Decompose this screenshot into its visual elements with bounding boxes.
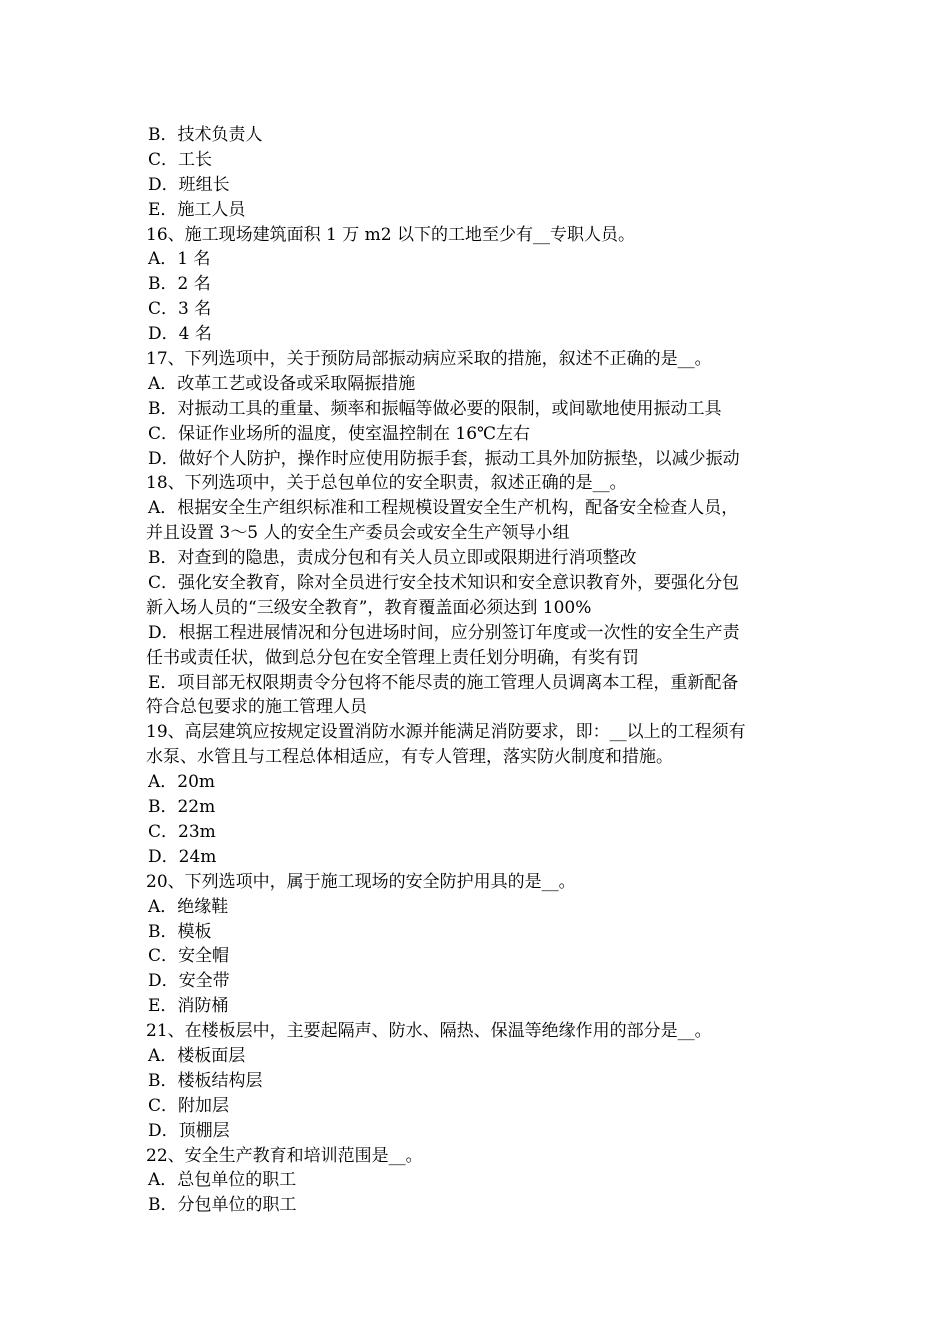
question-text: 22、安全生产教育和培训范围是__。 — [146, 1145, 423, 1166]
document-body — [146, 123, 810, 1218]
continued-text: 水泵、水管且与工程总体相适应，有专人管理，落实防火制度和措施。 — [146, 747, 673, 768]
answer-option: A．20m — [148, 772, 216, 793]
answer-option: B．对查到的隐患，责成分包和有关人员立即或限期进行消项整改 — [148, 548, 637, 569]
question-text: 20、下列选项中，属于施工现场的安全防护用具的是__。 — [146, 871, 576, 892]
answer-option: A．1 名 — [148, 249, 211, 270]
continued-text: 符合总包要求的施工管理人员 — [146, 697, 367, 718]
answer-option: E．消防桶 — [148, 996, 229, 1017]
answer-option: B．模板 — [148, 921, 212, 942]
answer-option: D．顶棚层 — [148, 1120, 230, 1141]
answer-option: A．绝缘鞋 — [148, 896, 229, 917]
answer-option: B．技术负责人 — [148, 125, 263, 145]
answer-option: D．4 名 — [148, 324, 212, 345]
answer-option: A．根据安全生产组织标准和工程规模设置安全生产机构，配备安全检查人员， — [148, 498, 739, 519]
question-text: 18、下列选项中，关于总包单位的安全职责，叙述正确的是__。 — [146, 473, 627, 494]
answer-option: C．工长 — [148, 149, 213, 170]
answer-option: D．根据工程进展情况和分包进场时间，应分别签订年度或一次性的安全生产责 — [148, 622, 740, 643]
question-text: 19、高层建筑应按规定设置消防水源并能满足消防要求，即：__以上的工程须有 — [146, 722, 746, 743]
answer-option: B．22m — [148, 797, 216, 818]
question-text: 21、在楼板层中，主要起隔声、防水、隔热、保温等绝缘作用的部分是__。 — [146, 1021, 712, 1042]
answer-option: D．做好个人防护，操作时应使用防振手套，振动工具外加防振垫，以减少振动 — [148, 448, 740, 469]
continued-text: 任书或责任状，做到总分包在安全管理上责任划分明确，有奖有罚 — [146, 647, 639, 668]
question-text: 17、下列选项中，关于预防局部振动病应采取的措施，叙述不正确的是__。 — [146, 349, 712, 370]
answer-option: B．楼板结构层 — [148, 1070, 263, 1091]
continued-text: 并且设置 3～5 人的安全生产委员会或安全生产领导小组 — [146, 523, 570, 544]
answer-option: D．班组长 — [148, 174, 230, 195]
answer-option: C．强化安全教育，除对全员进行安全技术知识和安全意识教育外，要强化分包 — [148, 573, 740, 594]
answer-option: D．24m — [148, 846, 217, 867]
answer-option: E．施工人员 — [148, 199, 246, 220]
answer-option: D．安全带 — [148, 971, 230, 992]
continued-text: 新入场人员的“三级安全教育”，教育覆盖面必须达到 100% — [146, 597, 592, 618]
answer-option: A．总包单位的职工 — [148, 1170, 297, 1191]
answer-option: B．2 名 — [148, 274, 211, 295]
answer-option: A．楼板面层 — [148, 1045, 246, 1066]
answer-option: C．保证作业场所的温度，使室温控制在 16℃左右 — [148, 423, 531, 444]
answer-option: C．附加层 — [148, 1095, 230, 1116]
answer-option: B．分包单位的职工 — [148, 1195, 297, 1216]
answer-option: C．3 名 — [148, 299, 212, 320]
answer-option: C．安全帽 — [148, 946, 230, 967]
answer-option: B．对振动工具的重量、频率和振幅等做必要的限制，或间歇地使用振动工具 — [148, 398, 722, 419]
answer-option: C．23m — [148, 821, 216, 842]
question-text: 16、施工现场建筑面积 1 万 m2 以下的工地至少有__专职人员。 — [146, 224, 635, 245]
answer-option: A．改革工艺或设备或采取隔振措施 — [148, 373, 416, 394]
answer-option: E．项目部无权限期责令分包将不能尽责的施工管理人员调离本工程，重新配备 — [148, 672, 739, 693]
